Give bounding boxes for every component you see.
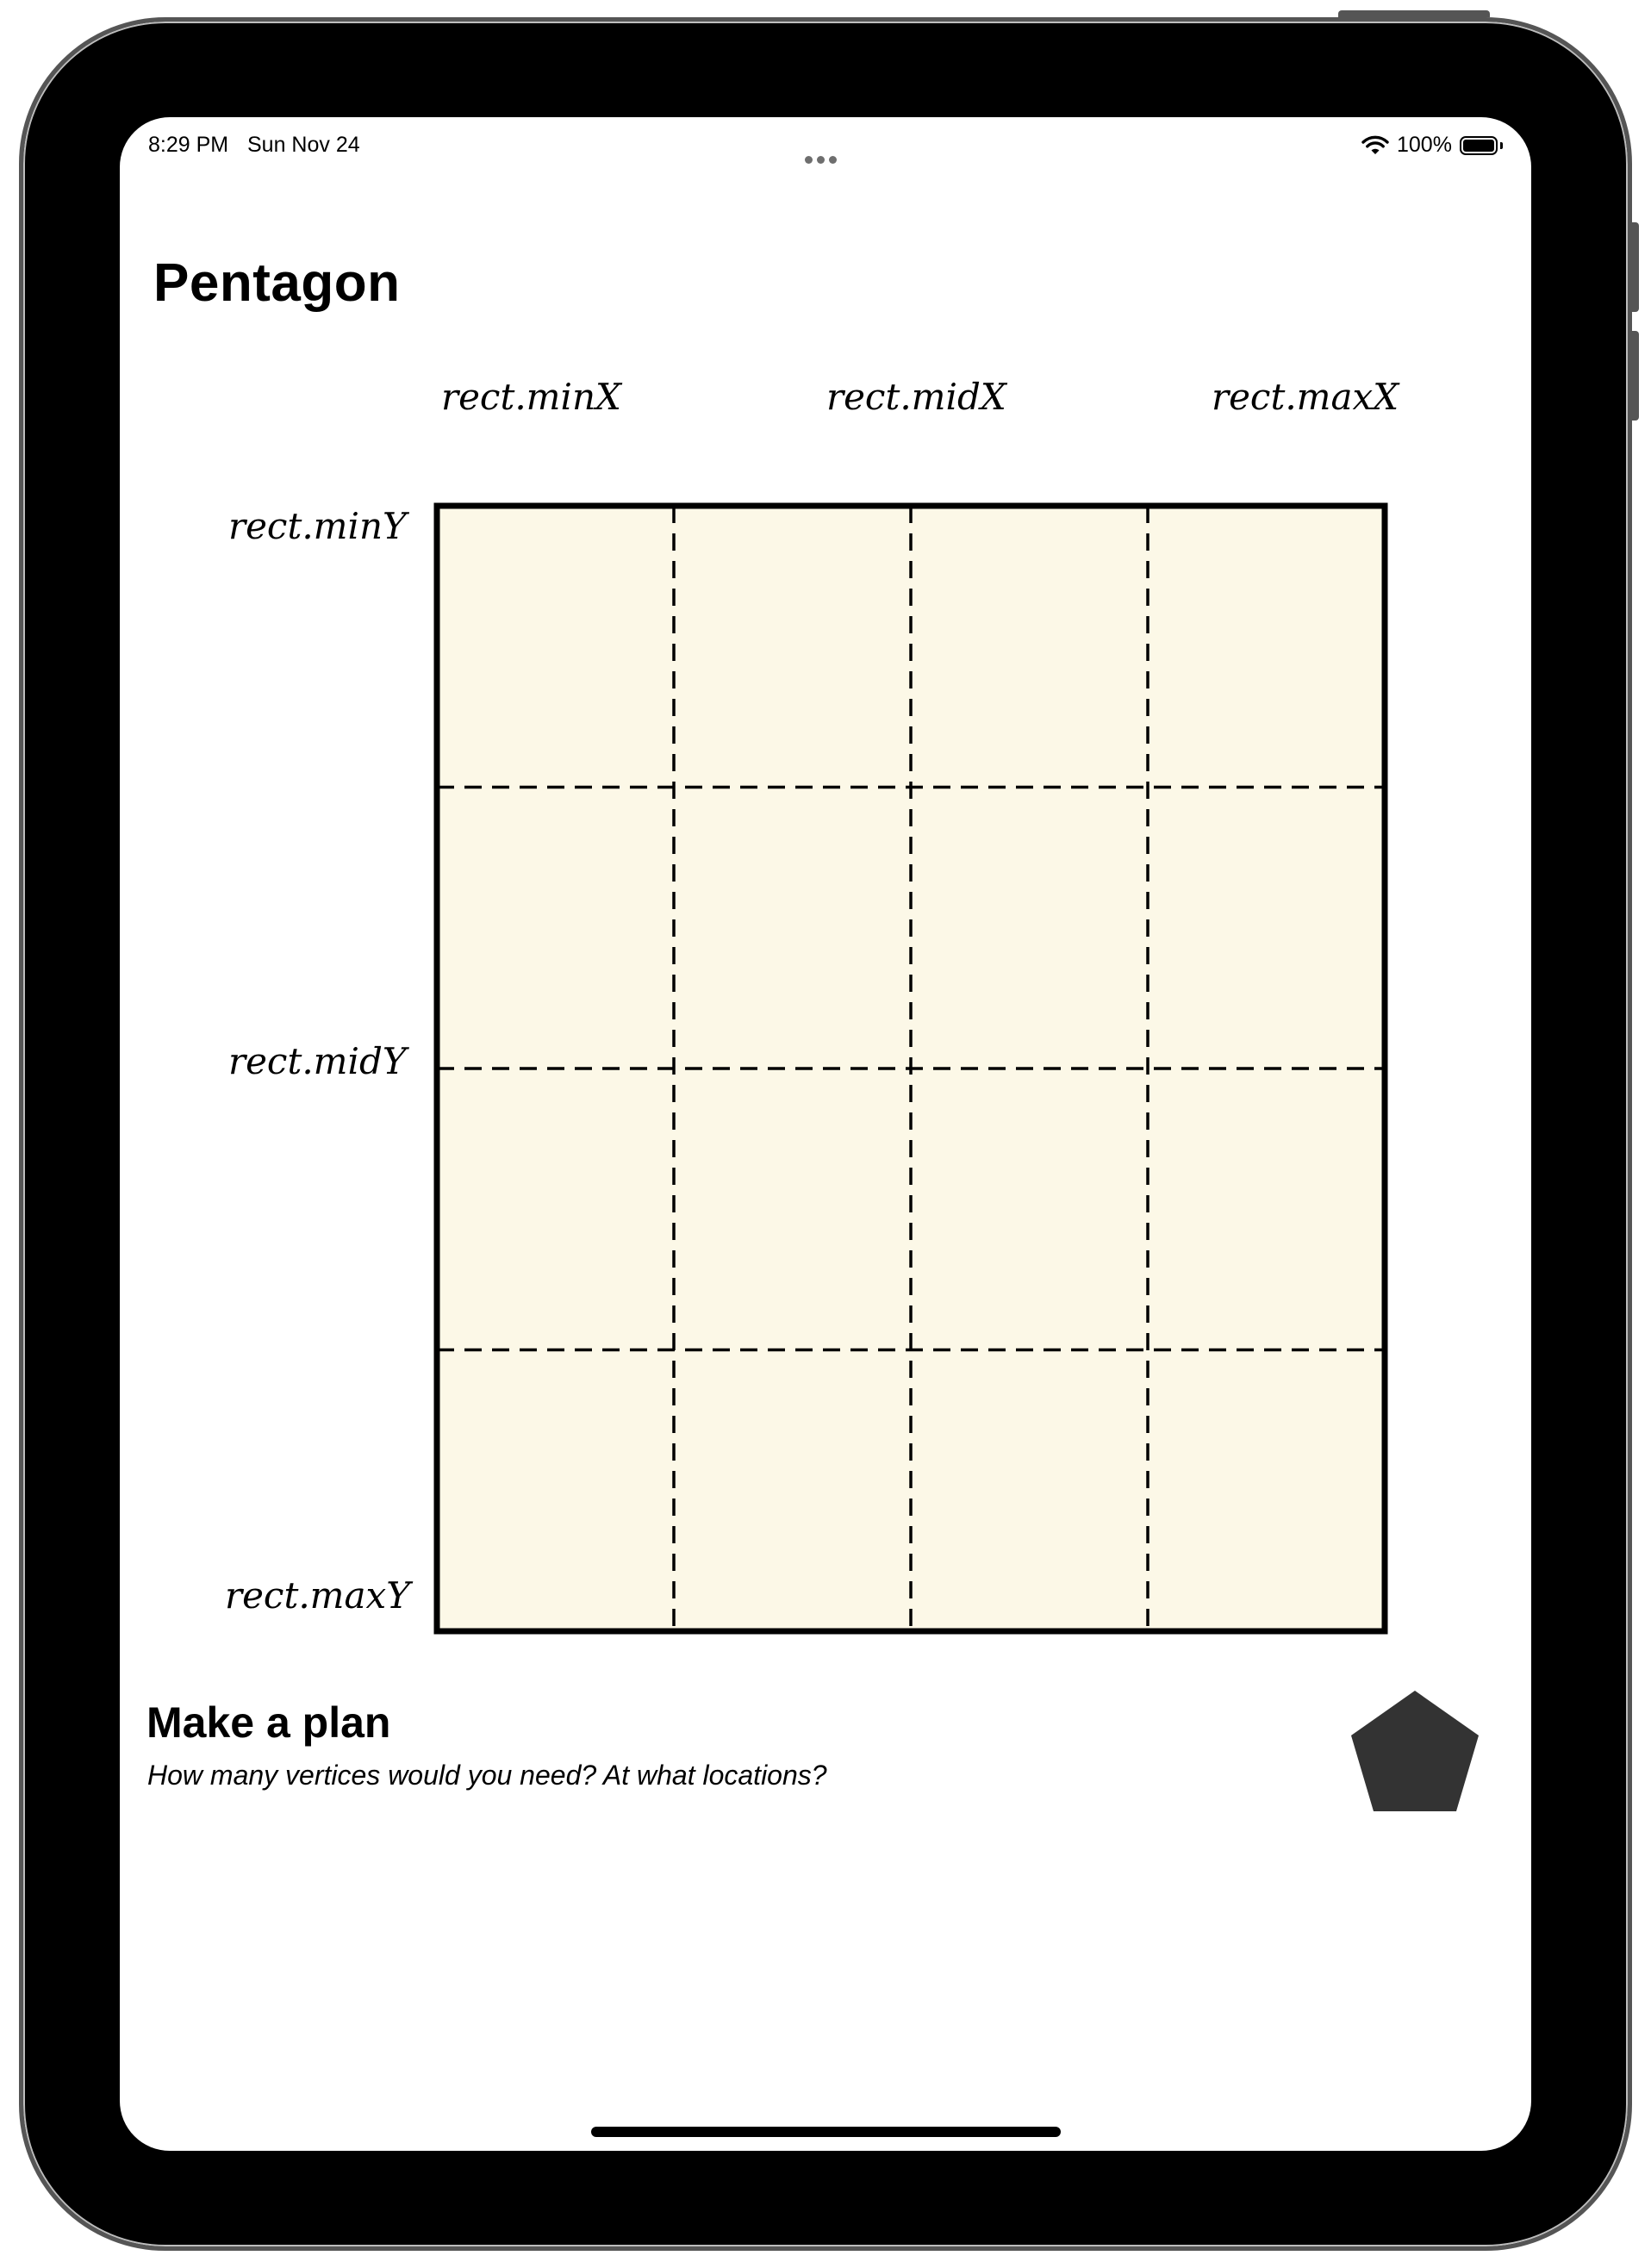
y-label-miny: rect.minY — [228, 505, 407, 547]
status-bar — [120, 126, 1531, 165]
battery-percentage: 100% — [1397, 133, 1452, 157]
plan-subtitle: How many vertices would you need? At what locations? — [147, 1760, 827, 1791]
wifi-icon — [1361, 135, 1389, 162]
rect-grid[interactable] — [433, 502, 1389, 1636]
x-label-minx: rect.minX — [441, 376, 621, 418]
multitasking-dots-icon[interactable] — [805, 145, 841, 170]
pentagon-icon[interactable] — [1348, 1687, 1482, 1815]
plan-title: Make a plan — [146, 1698, 391, 1747]
screen — [120, 117, 1531, 2151]
volume-up-button — [1632, 222, 1639, 312]
volume-down-button — [1632, 331, 1639, 421]
status-date: Sun Nov 24 — [247, 133, 360, 157]
status-time: 8:29 PM — [148, 133, 229, 157]
y-label-midy: rect.midY — [228, 1040, 407, 1082]
home-indicator[interactable] — [591, 2127, 1061, 2137]
page-title: Pentagon — [153, 253, 401, 313]
battery-icon — [1460, 136, 1498, 155]
top-button — [1338, 10, 1490, 17]
pentagon-shape — [1351, 1691, 1479, 1811]
x-label-midx: rect.midX — [826, 376, 1006, 418]
x-label-maxx: rect.maxX — [1212, 376, 1399, 418]
y-label-maxy: rect.maxY — [225, 1574, 410, 1617]
battery-tip — [1500, 142, 1503, 149]
